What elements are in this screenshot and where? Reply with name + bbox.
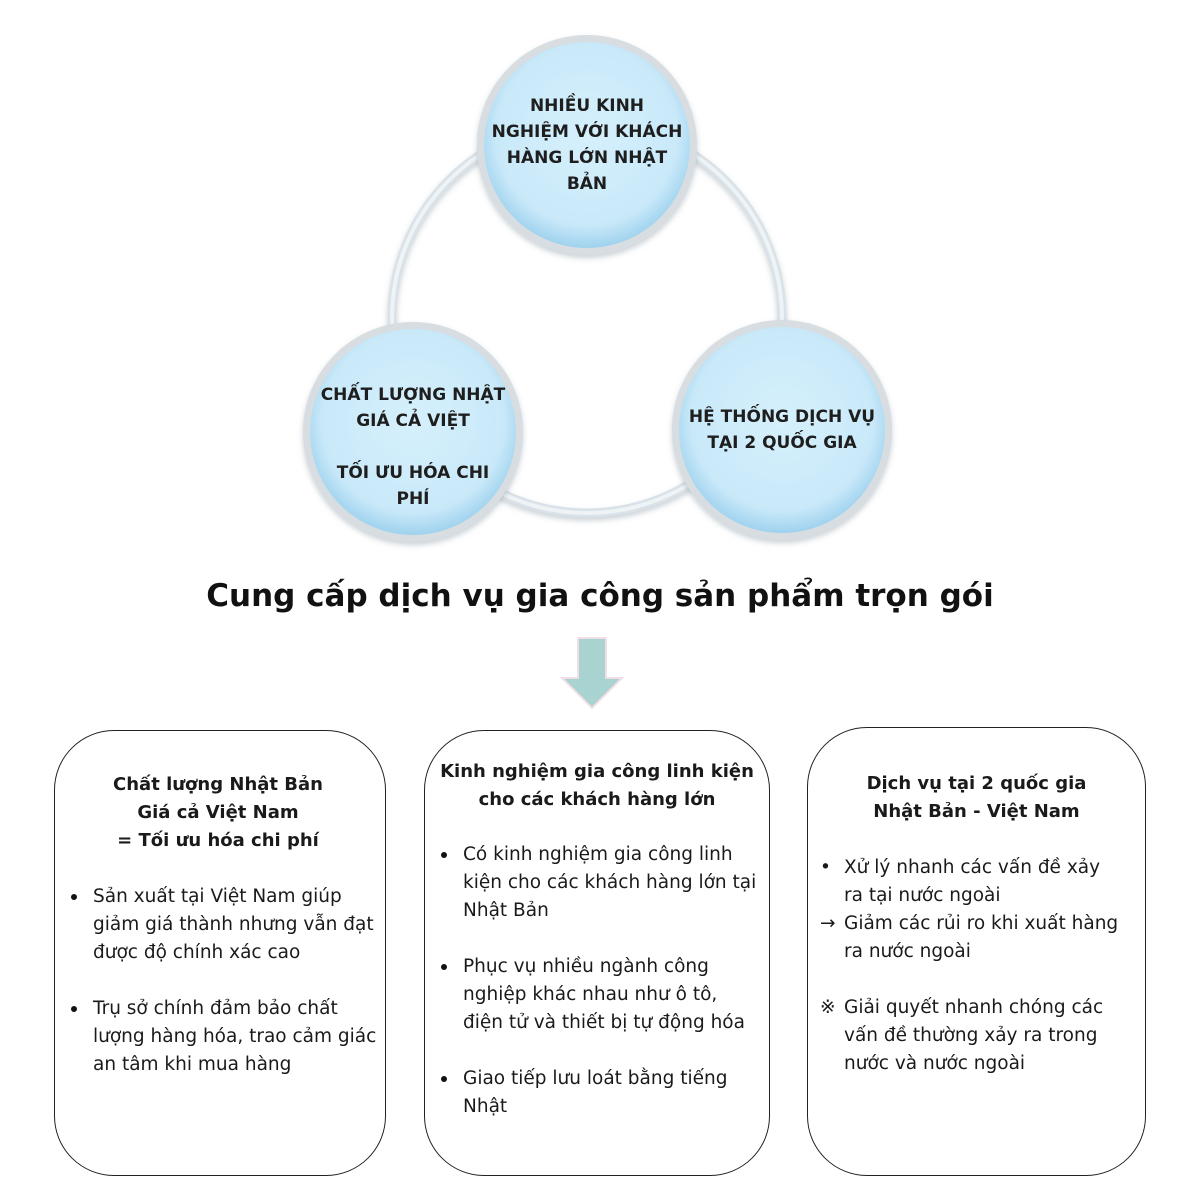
main-heading: Cung cấp dịch vụ gia công sản phẩm trọn gói <box>206 578 994 614</box>
card-title: Kinh nghiệm gia công linh kiện cho các khách hàng lớn <box>440 761 754 810</box>
list-item <box>820 994 1120 1078</box>
item-text: Xử lý nhanh các vấn đề xảy ra tại nước ngoài <box>844 857 1101 906</box>
card-title: Chất lượng Nhật Bản Giá cả Việt Nam = Tối ưu hóa chi phí <box>113 774 323 851</box>
card-title: Dịch vụ tại 2 quốc gia Nhật Bản - Việt Nam <box>866 773 1087 822</box>
list-item: Trụ sở chính đảm bảo chất lượng hàng hóa, trao cảm giác an tâm khi mua hàng <box>55 995 381 1079</box>
list-item <box>820 910 1120 966</box>
card-bullet-list <box>425 841 757 1149</box>
reference-marker: ※ <box>820 997 836 1018</box>
circle-label-right: HỆ THỐNG DỊCH VỤ TẠI 2 QUỐC GIA <box>688 407 876 453</box>
circle-label-left: CHẤT LƯỢNG NHẬT GIÁ CẢ VIỆT TỐI ƯU HÓA CHI PHÍ <box>320 385 506 509</box>
bullet-marker: • <box>820 857 831 878</box>
feature-card-experience <box>424 730 770 1176</box>
feature-card-cost <box>54 730 386 1176</box>
card-bullet-list <box>55 883 381 1107</box>
item-text: Giải quyết nhanh chóng các vấn đề thường xảy ra trong nước và nước ngoài <box>844 997 1104 1074</box>
card-item-list <box>820 854 1120 1078</box>
arrow-marker: → <box>820 913 836 934</box>
list-item: Sản xuất tại Việt Nam giúp giảm giá thành nhưng vẫn đạt được độ chính xác cao <box>55 883 381 967</box>
list-item <box>820 854 1120 910</box>
list-item: Phục vụ nhiều ngành công nghiệp khác nhau như ô tô, điện tử và thiết bị tự động hóa <box>425 953 757 1037</box>
cycle-diagram <box>0 0 1200 560</box>
list-item: Có kinh nghiệm gia công linh kiện cho các khách hàng lớn tại Nhật Bản <box>425 841 757 925</box>
down-arrow-icon <box>560 636 624 710</box>
circle-label-top: NHIỀU KINH NGHIỆM VỚI KHÁCH HÀNG LỚN NHẬT BẢN <box>491 96 683 194</box>
feature-card-two-countries <box>807 727 1146 1176</box>
list-item: Giao tiếp lưu loát bằng tiếng Nhật <box>425 1065 757 1121</box>
item-text: Giảm các rủi ro khi xuất hàng ra nước ngoài <box>844 913 1119 962</box>
